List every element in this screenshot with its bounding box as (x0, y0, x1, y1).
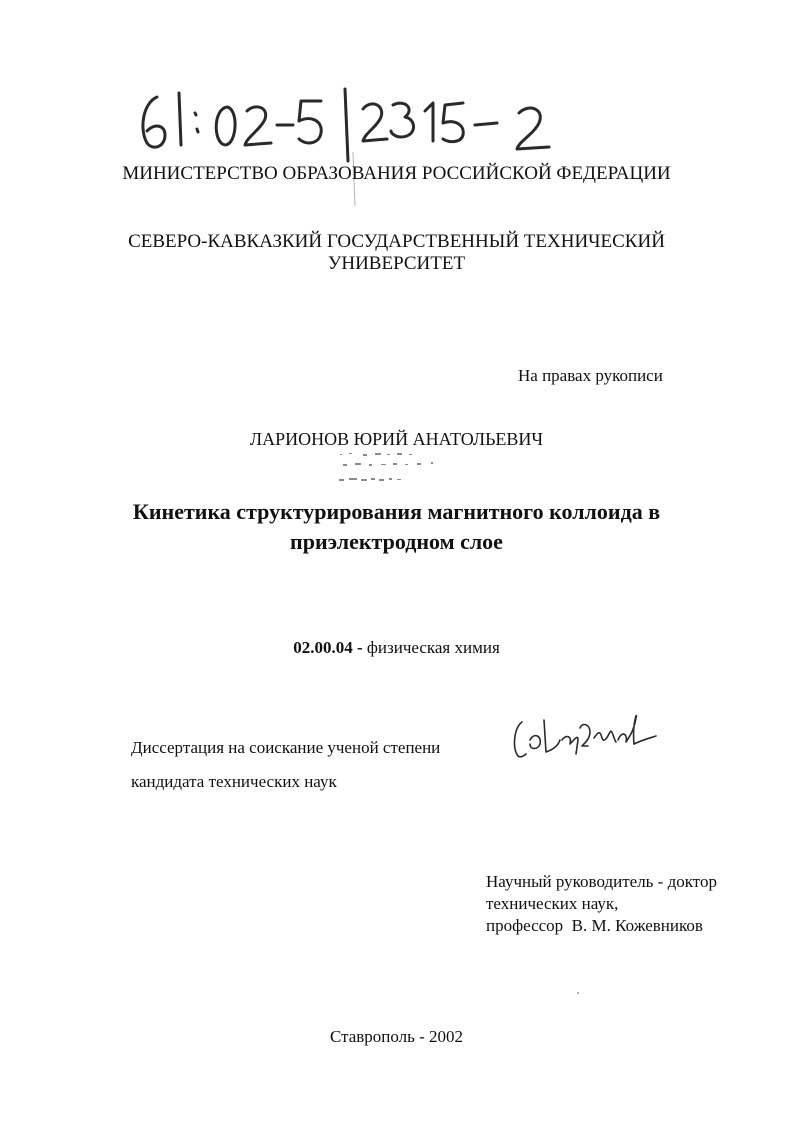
author-name: ЛАРИОНОВ ЮРИЙ АНАТОЛЬЕВИЧ (249, 429, 544, 449)
manuscript-rights-note: На правах рукописи (518, 366, 663, 385)
dissertation-degree-line1: Диссертация на соискание ученой степени (131, 738, 441, 757)
specialty-separator: - (352, 638, 367, 657)
supervisor-line1: Научный руководитель - доктор (486, 872, 717, 891)
thesis-title-line1: Кинетика структурирования магнитного коллоида в (132, 499, 661, 524)
supervisor-line3: профессор В. М. Кожевников (486, 916, 703, 935)
university-heading-line1: СЕВЕРО-КАВКАЗКИЙ ГОСУДАРСТВЕННЫЙ ТЕХНИЧЕСКИЙ (128, 231, 665, 252)
signature (508, 700, 668, 770)
scan-smudge (335, 450, 465, 495)
supervisor-line2: технических наук, (486, 894, 619, 913)
dissertation-degree-line2: кандидата технических наук (131, 772, 337, 791)
city-year: Ставрополь - 2002 (329, 1027, 464, 1046)
ministry-heading: МИНИСТЕРСТВО ОБРАЗОВАНИЯ РОССИЙСКОЙ ФЕДЕРАЦИИ (122, 163, 671, 184)
specialty-name: физическая химия (366, 638, 500, 657)
scan-speck (577, 992, 579, 994)
specialty (0, 638, 793, 658)
university-heading-line2: УНИВЕРСИТЕТ (327, 253, 466, 274)
specialty-code: 02.00.04 (293, 638, 353, 657)
thesis-title-line2: приэлектродном слое (290, 529, 503, 554)
